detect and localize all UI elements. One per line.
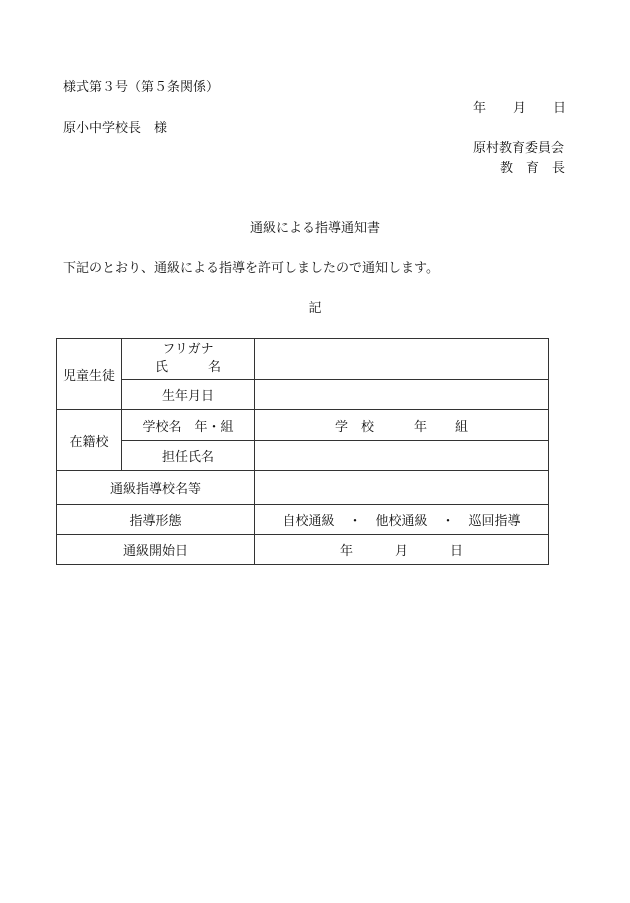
instruction-option-other[interactable]: 他校通級 xyxy=(375,514,428,529)
name-label-cell xyxy=(122,339,255,380)
school-group-label: 在籍校 xyxy=(57,410,122,471)
student-group-label: 児童生徒 xyxy=(57,339,122,410)
tsukyu-school-label: 通級指導校名等 xyxy=(57,471,255,505)
school-grade-class-label: 学校名 年・組 xyxy=(122,410,255,441)
name-label-part1: 氏 xyxy=(154,360,168,375)
birthdate-value-cell[interactable] xyxy=(255,380,549,410)
instruction-options-cell xyxy=(255,505,549,535)
table-row xyxy=(57,380,549,410)
homeroom-teacher-label: 担任氏名 xyxy=(122,441,255,471)
homeroom-teacher-value-cell[interactable] xyxy=(255,441,549,471)
start-day-label: 日 xyxy=(450,544,464,559)
document-title: 通級による指導通知書 xyxy=(249,221,380,236)
date-day-label: 日 xyxy=(553,101,567,116)
sender-org: 原村教育委員会 xyxy=(473,141,565,156)
tsukyu-school-value-cell[interactable] xyxy=(255,471,549,505)
date-year-label: 年 xyxy=(473,101,487,116)
school-value-cell[interactable] xyxy=(255,410,549,441)
separator: ・ xyxy=(348,514,362,529)
birthdate-label: 生年月日 xyxy=(122,380,255,410)
name-label xyxy=(122,359,254,377)
school-value-school: 学 校 xyxy=(334,419,374,435)
table-row xyxy=(57,441,549,471)
recipient: 原小中学校長 様 xyxy=(63,121,168,136)
name-label-part2: 名 xyxy=(208,360,222,375)
instruction-option-self[interactable]: 自校通級 xyxy=(282,514,335,529)
table-row xyxy=(57,339,549,380)
school-value-class: 組 xyxy=(455,419,469,435)
start-date-label: 通級開始日 xyxy=(57,535,255,565)
instruction-option-itinerant[interactable]: 巡回指導 xyxy=(468,514,521,529)
start-date-value-cell[interactable] xyxy=(255,535,549,565)
table-row xyxy=(57,535,549,565)
start-year-label: 年 xyxy=(339,544,353,559)
date-line xyxy=(473,101,566,117)
table-row xyxy=(57,410,549,441)
form-number: 様式第３号（第５条関係） xyxy=(63,80,220,95)
name-value-cell[interactable] xyxy=(255,339,549,380)
ki-heading: 記 xyxy=(308,301,322,316)
separator: ・ xyxy=(441,514,455,529)
notification-table xyxy=(56,338,549,565)
sender-title: 教 育 長 xyxy=(500,161,566,176)
table-row xyxy=(57,505,549,535)
date-month-label: 月 xyxy=(513,101,527,116)
school-value-year: 年 xyxy=(413,419,427,435)
body-text: 下記のとおり、通級による指導を許可しましたので通知します。 xyxy=(63,261,439,276)
furigana-label: フリガナ xyxy=(162,342,214,357)
table-row xyxy=(57,471,549,505)
start-month-label: 月 xyxy=(394,544,408,559)
instruction-form-label: 指導形態 xyxy=(57,505,255,535)
